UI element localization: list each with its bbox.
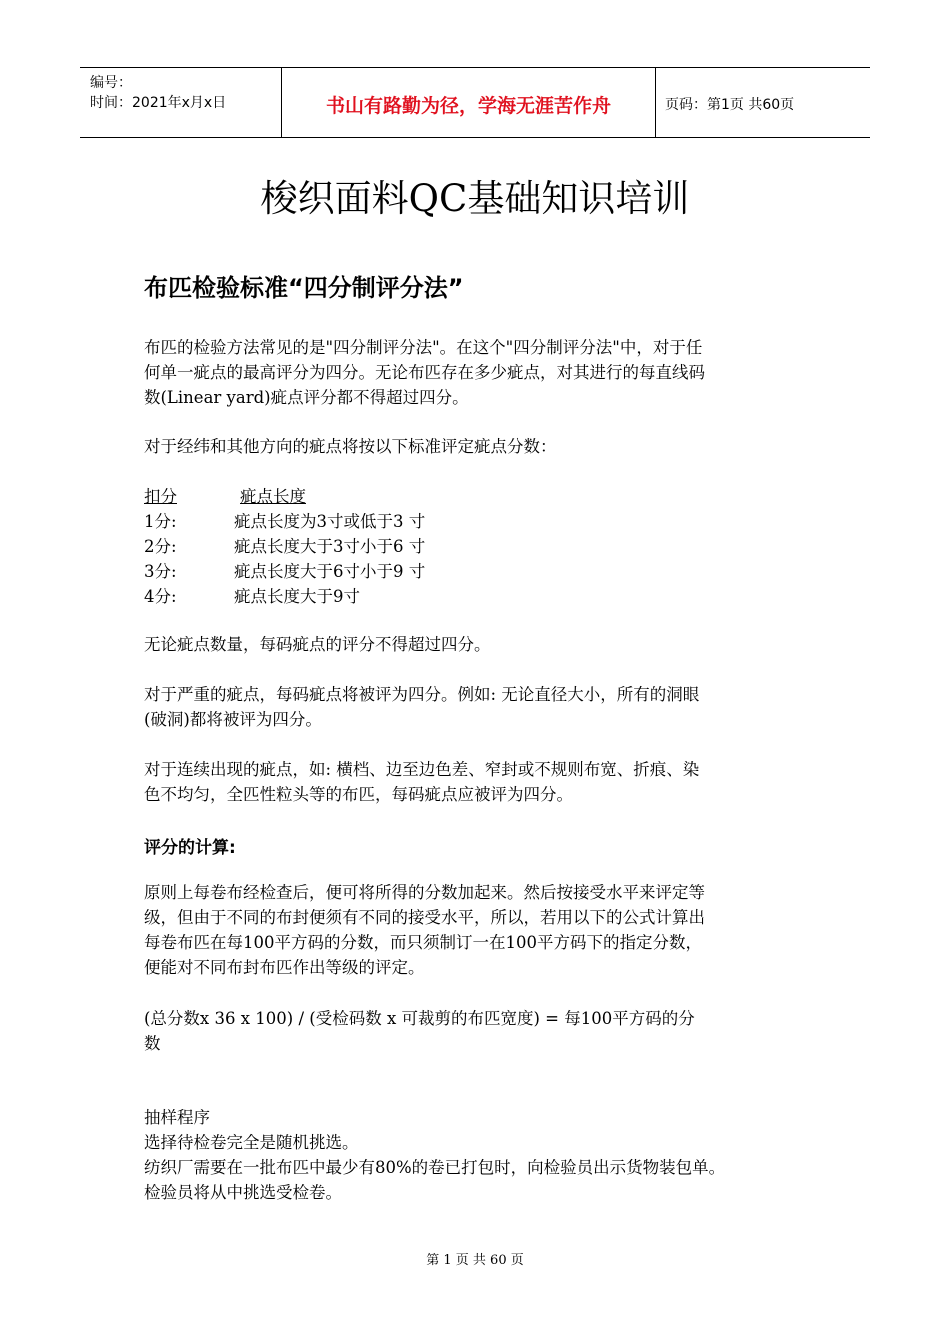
score-table-header-points: 扣分 — [144, 487, 177, 506]
paragraph-line: 每卷布匹在每100平方码的分数，而只须制订一在100平方码下的指定分数， — [144, 933, 702, 952]
defect-length: 疵点长度为3寸或低于3 寸 — [234, 512, 426, 531]
paragraph-max-rule — [144, 632, 491, 657]
paragraph-line: 原则上每卷布经检查后，便可将所得的分数加起来。然后按接受水平来评定等 — [144, 883, 705, 902]
paragraph-intro — [144, 335, 705, 410]
defect-length: 疵点长度大于6寸小于9 寸 — [234, 562, 426, 581]
paragraph-line: 对于经纬和其他方向的疵点将按以下标准评定疵点分数： — [144, 437, 557, 456]
paragraph-continuous — [144, 757, 699, 807]
score-points: 1分: — [144, 512, 177, 531]
paragraph-line: 级，但由于不同的布封便须有不同的接受水平，所以，若用以下的公式计算出 — [144, 908, 705, 927]
defect-length: 疵点长度大于3寸小于6 寸 — [234, 537, 426, 556]
score-points: 3分: — [144, 562, 177, 581]
paragraph-line: 何单一疵点的最高评分为四分。无论布匹存在多少疵点，对其进行的每直线码 — [144, 363, 705, 382]
paragraph-line: 对于连续出现的疵点，如: 横档、边至边色差、窄封或不规则布宽、折痕、染 — [144, 760, 700, 779]
document-title: 梭织面料QC基础知识培训 — [260, 177, 690, 220]
paragraph-calc — [144, 880, 705, 980]
paragraph-line: (总分数x 36 x 100) / (受检码数 x 可裁剪的布匹宽度) = 每100平方码的分 — [144, 1009, 695, 1028]
section-heading: 布匹检验标准“四分制评分法” — [144, 274, 464, 302]
score-points: 4分: — [144, 587, 177, 606]
header-time-label: 时间：2021年x月x日 — [90, 95, 227, 111]
page-header — [80, 67, 870, 138]
paragraph-line: 数(Linear yard)疵点评分都不得超过四分。 — [144, 388, 469, 407]
header-number-label: 编号： — [90, 75, 132, 91]
paragraph-line: 选择待检卷完全是随机挑选。 — [144, 1133, 359, 1152]
paragraph-line: 抽样程序 — [144, 1108, 210, 1127]
paragraph-severe — [144, 682, 699, 732]
score-table-header-length: 疵点长度 — [240, 487, 306, 506]
paragraph-line: 布匹的检验方法常见的是"四分制评分法"。在这个"四分制评分法"中，对于任 — [144, 338, 703, 357]
paragraph-line: 无论疵点数量，每码疵点的评分不得超过四分。 — [144, 635, 491, 654]
paragraph-formula — [144, 1006, 695, 1056]
header-motto: 书山有路勤为径，学海无涯苦作舟 — [325, 95, 611, 117]
header-left-cell — [80, 68, 280, 137]
score-points: 2分: — [144, 537, 177, 556]
paragraph-line: 纺织厂需要在一批布匹中最少有80%的卷已打包时，向检验员出示货物装包单。 — [144, 1158, 726, 1177]
calc-heading: 评分的计算: — [144, 838, 236, 858]
paragraph-line: 数 — [144, 1034, 161, 1053]
header-motto-cell — [281, 68, 656, 137]
paragraph-sampling — [144, 1105, 725, 1205]
header-right-cell — [655, 68, 870, 137]
header-page-info: 页码：第1页 共60页 — [665, 97, 795, 113]
paragraph-line: 色不均匀，全匹性粒头等的布匹，每码疵点应被评为四分。 — [144, 785, 573, 804]
paragraph-line: 便能对不同布封布匹作出等级的评定。 — [144, 958, 425, 977]
defect-length: 疵点长度大于9寸 — [234, 587, 360, 606]
paragraph-line: 对于严重的疵点，每码疵点将被评为四分。例如: 无论直径大小，所有的洞眼 — [144, 685, 700, 704]
paragraph-line: 检验员将从中挑选受检卷。 — [144, 1183, 342, 1202]
page-footer: 第 1 页 共 60 页 — [426, 1253, 524, 1268]
paragraph-direction — [144, 434, 557, 459]
paragraph-line: (破洞)都将被评为四分。 — [144, 710, 322, 729]
